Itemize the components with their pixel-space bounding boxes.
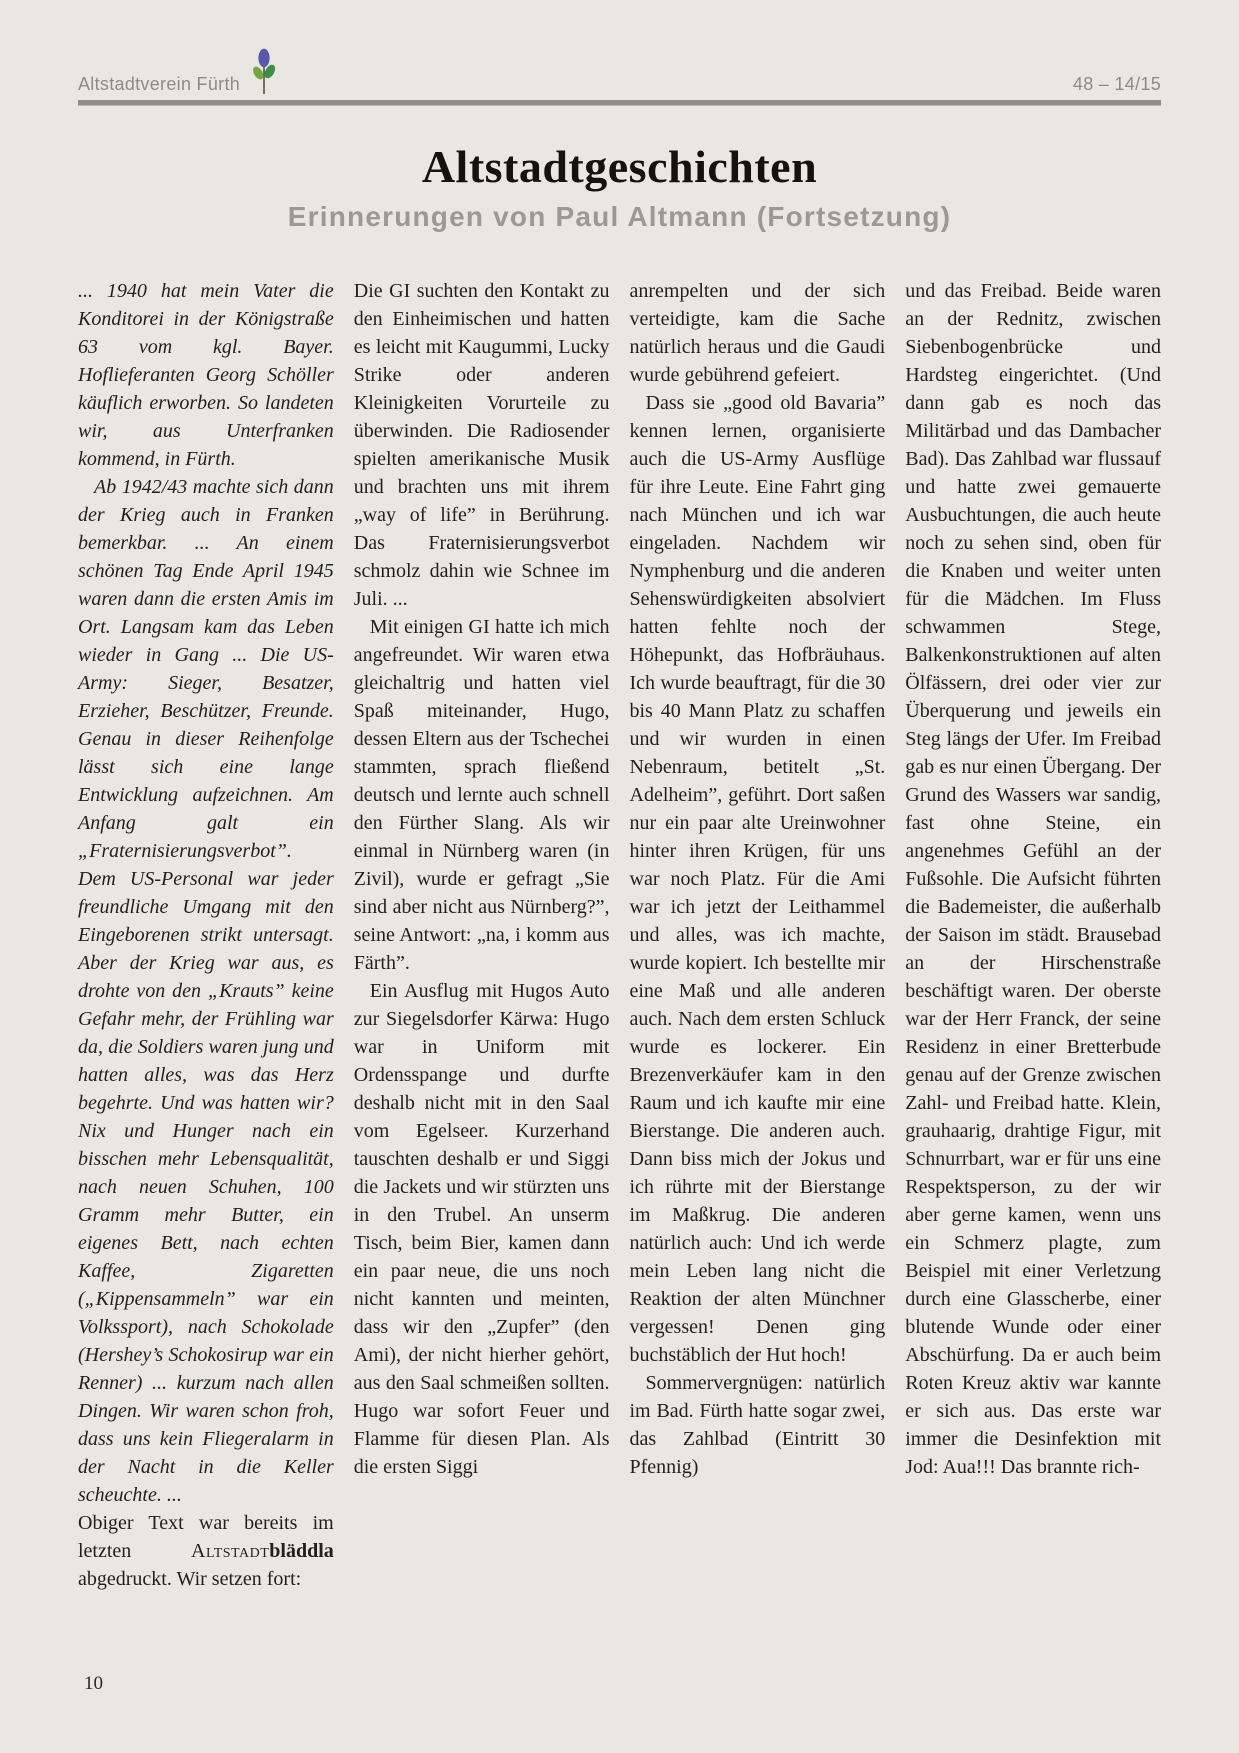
magazine-brand-bold: bläddla [269,1540,334,1562]
page-number: 10 [84,1673,103,1694]
page-header [78,48,1161,95]
paragraph: ... 1940 hat mein Vater die Konditorei in der Königstraße 63 vom kgl. Bayer. Hoflieferanten Georg Schöller käuflich erworben. So landeten wir, aus Unterfranken kommend, in Fürth. [78,280,334,470]
paragraph: Ab 1942/43 machte sich dann der Krieg auch in Franken bemerkbar. ... An einem schönen Tag Ende April 1945 waren dann die ersten Amis im Ort. Langsam kam das Leben wieder in Gang ... Die US-Army: Sieger, Besatzer, Erzieher, Beschützer, Freunde. Genau in dieser Reihenfolge lässt sich eine lange Entwicklung aufzeichnen. Am Anfang galt ein „Fraternisierungsverbot”. Dem US-Personal war jeder freundliche Umgang mit den Eingeborenen strikt untersagt. Aber der Krieg war aus, es drohte von den „Krauts” keine Gefahr mehr, der Frühling war da, die Soldiers waren jung und hatten alles, was das Herz begehrte. Und was hatten wir? Nix und Hunger nach ein bisschen mehr Lebensqualität, nach neuen Schuhen, 100 Gramm mehr Butter, ein eigenes Bett, nach echten Kaffee, Zigaretten („Kippensammeln” war ein Volkssport), nach Schokolade (Hershey’s Schokosirup war ein Renner) ... kurzum nach allen Dingen. Wir waren schon froh, dass uns kein Fliegeralarm in der Nacht in die Keller scheuchte. ... [78,476,334,1506]
magazine-brand-smallcaps: Altstadt [191,1540,270,1562]
paragraph: Die GI suchten den Kontakt zu den Einheimischen und hatten es leicht mit Kaugummi, Lucky Strike oder anderen Kleinigkeiten Vorurteile zu überwinden. Die Radiosender spielten amerikanische Musik und brachten uns mit ihrem „way of life” in Berührung. Das Fraternisierungsverbot schmolz dahin wie Schnee im Juli. ... [353,280,610,610]
paragraph: anrempelten und der sich verteidigte, kam die Sache natürlich heraus und die Gaudi wurde gebührend gefeiert. [629,280,886,386]
note-tail: abgedruckt. Wir setzen fort: [78,1568,302,1590]
paragraph: Dass sie „good old Bavaria” kennen lernen, organisierte auch die US-Army Ausflüge für ihre Leute. Eine Fahrt ging nach München und ich war eingeladen. Nachdem wir Nymphenburg und die anderen Sehenswürdigkeiten absolviert hatten fehlte noch der Höhepunkt, das Hofbräuhaus. Ich wurde beauftragt, für die 30 bis 40 Mann Platz zu schaffen und wir wurden in einen Nebenraum, betitelt „St. Adelheim”, geführt. Dort saßen nur ein paar alte Ureinwohner hinter ihren Krügen, für uns war noch Platz. Für die Ami war ich jetzt der Leithammel und alles, was ich machte, wurde kopiert. Ich bestellte mir eine Maß und alle anderen auch. Nach dem ersten Schluck wurde es lockerer. Ein Brezenverkäufer kam in den Raum und ich kaufte mir eine Bierstange. Die anderen auch. Dann biss mich der Jokus und ich rührte mit der Bierstange im Maßkrug. Die anderen natürlich auch: Und ich werde mein Leben lang nicht die Reaktion der alten Münchner vergessen! Denen ging buchstäblich der Hut hoch! [629,392,886,1366]
header-left [78,48,276,95]
paragraph: Mit einigen GI hatte ich mich angefreundet. Wir waren etwa gleichaltrig und hatten viel Spaß miteinander, Hugo, dessen Eltern aus der Tschechei stammten, sprach fließend deutsch und lernte auch schnell den Fürther Slang. Als wir einmal in Nürnberg waren (in Zivil), wurde er gefragt „Sie sind aber nicht aus Nürnberg?”, seine Antwort: „na, i komm aus Färth”. [353,616,610,974]
text-column-1 [78,277,334,1593]
note-lead: Obiger Text war bereits im letzten [78,1512,334,1562]
paragraph-editorial-note [78,1509,334,1593]
paragraph: Ein Ausflug mit Hugos Auto zur Siegelsdorfer Kärwa: Hugo war in Uniform mit Ordensspange und durfte deshalb nicht mit in den Saal vom Egelseer. Kurzerhand tauschten deshalb er und Siggi die Jackets und wir stürzten uns in den Trubel. An unserm Tisch, beim Bier, kamen dann ein paar neue, die uns noch nicht kannten und meinten, dass wir den „Zupfer” (den Ami), der nicht hierher gehört, aus den Saal schmeißen sollten. Hugo war sofort Feuer und Flamme für diesen Plan. Als die ersten Siggi [353,980,610,1478]
article-body [78,277,1161,1593]
text-column-2 [354,277,610,1593]
text-column-3 [630,277,886,1593]
header-rule [78,100,1161,106]
tree-icon [252,48,276,101]
paragraph: und das Freibad. Beide waren an der Rednitz, zwischen Siebenbogenbrücke und Hardsteg eingerichtet. (Und dann gab es noch das Militärbad und das Dambacher Bad). Das Zahlbad war flussauf und hatte zwei gemauerte Ausbuchtungen, die auch heute noch zu sehen sind, oben für die Knaben und weiter unten für die Mädchen. Im Fluss schwammen Stege, Balkenkonstruktionen auf alten Ölfässern, drei oder vier zur Überquerung und jeweils ein Steg längs der Ufer. Im Freibad gab es nur einen Übergang. Der Grund des Wassers war sandig, fast ohne Steine, ein angenehmes Gefühl an der Fußsohle. Die Aufsicht führten die Bademeister, die außerhalb der Saison im städt. Brausebad an der Hirschenstraße beschäftigt waren. Der oberste war der Herr Franck, der seine Residenz in einer Bretterbude genau auf der Grenze zwischen Zahl- und Freibad hatte. Klein, grauhaarig, drahtige Figur, mit Schnurrbart, war er für uns eine Respektsperson, zu der wir aber gerne kamen, wenn uns ein Schmerz plagte, zum Beispiel mit einer Verletzung durch eine Glasscherbe, einer blutende Wunde oder einer Abschürfung. Da er auch beim Roten Kreuz aktiv war kannte er sich aus. Das erste war immer die Desinfektion mit Jod: Aua!!! Das brannte rich- [905,280,1161,1478]
text-column-4 [905,277,1161,1593]
article-title: Altstadtgeschichten [421,141,818,192]
publication-name: Altstadtverein Fürth [78,74,241,94]
article-subtitle: Erinnerungen von Paul Altmann (Fortsetzung) [287,201,952,232]
paragraph: Sommervergnügen: natürlich im Bad. Fürth hatte sogar zwei, das Zahlbad (Eintritt 30 Pfennig) [629,1372,886,1478]
issue-number: 48 – 14/15 [1072,74,1161,94]
